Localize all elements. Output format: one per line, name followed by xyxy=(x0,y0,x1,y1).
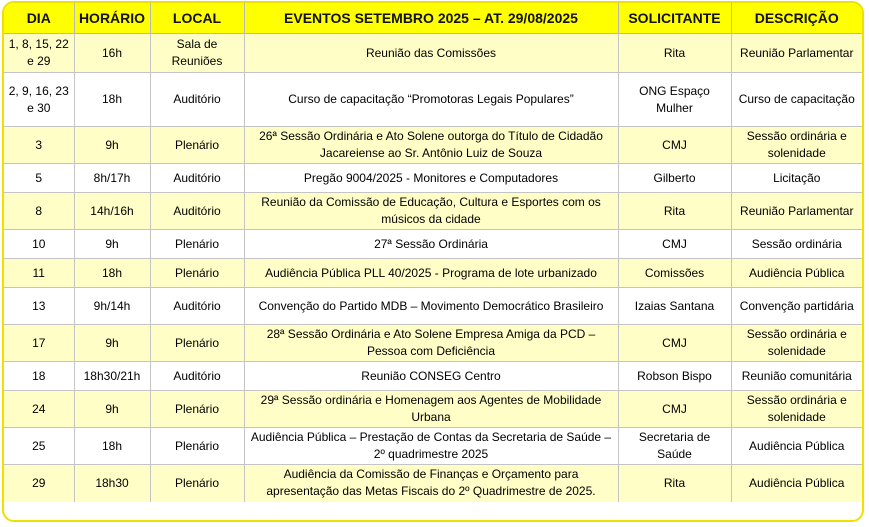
cell-evento: 28ª Sessão Ordinária e Ato Solene Empresa Amiga da PCD – Pessoa com Deficiência xyxy=(244,325,618,362)
header-dia: DIA xyxy=(4,3,74,34)
cell-solicitante: CMJ xyxy=(618,391,731,428)
cell-evento: Audiência Pública – Prestação de Contas da Secretaria de Saúde – 2º quadrimestre 2025 xyxy=(244,428,618,465)
table-row xyxy=(4,465,862,502)
cell-horario: 18h30/21h xyxy=(74,362,150,391)
cell-dia: 25 xyxy=(4,428,74,465)
cell-solicitante: Gilberto xyxy=(618,164,731,193)
cell-evento: Audiência Pública PLL 40/2025 - Programa de lote urbanizado xyxy=(244,259,618,288)
cell-local: Plenário xyxy=(150,230,244,259)
table-row xyxy=(4,391,862,428)
cell-horario: 16h xyxy=(74,34,150,73)
table-row xyxy=(4,193,862,230)
cell-horario: 18h30 xyxy=(74,465,150,502)
cell-descricao: Sessão ordinária e solenidade xyxy=(731,325,862,362)
table-row xyxy=(4,325,862,362)
cell-dia: 18 xyxy=(4,362,74,391)
cell-descricao: Reunião comunitária xyxy=(731,362,862,391)
table-row xyxy=(4,34,862,73)
events-table-frame xyxy=(2,1,864,522)
table-row xyxy=(4,288,862,325)
cell-descricao: Sessão ordinária xyxy=(731,230,862,259)
cell-solicitante: Rita xyxy=(618,34,731,73)
cell-local: Plenário xyxy=(150,127,244,164)
cell-horario: 8h/17h xyxy=(74,164,150,193)
cell-horario: 9h xyxy=(74,127,150,164)
cell-dia: 3 xyxy=(4,127,74,164)
header-eventos: EVENTOS SETEMBRO 2025 – AT. 29/08/2025 xyxy=(244,3,618,34)
table-row xyxy=(4,362,862,391)
cell-descricao: Licitação xyxy=(731,164,862,193)
cell-solicitante: ONG Espaço Mulher xyxy=(618,73,731,127)
cell-solicitante: Comissões xyxy=(618,259,731,288)
cell-evento: Audiência da Comissão de Finanças e Orçamento para apresentação das Metas Fiscais do 2º Quadrimestre de 2025. xyxy=(244,465,618,502)
cell-local: Sala de Reuniões xyxy=(150,34,244,73)
cell-solicitante: Robson Bispo xyxy=(618,362,731,391)
cell-horario: 14h/16h xyxy=(74,193,150,230)
cell-horario: 9h/14h xyxy=(74,288,150,325)
table-row xyxy=(4,230,862,259)
cell-dia: 17 xyxy=(4,325,74,362)
cell-local: Plenário xyxy=(150,391,244,428)
cell-evento: Reunião das Comissões xyxy=(244,34,618,73)
cell-solicitante: CMJ xyxy=(618,230,731,259)
cell-dia: 13 xyxy=(4,288,74,325)
table-row xyxy=(4,164,862,193)
cell-solicitante: CMJ xyxy=(618,127,731,164)
cell-evento: 27ª Sessão Ordinária xyxy=(244,230,618,259)
cell-local: Auditório xyxy=(150,193,244,230)
cell-horario: 18h xyxy=(74,259,150,288)
cell-solicitante: CMJ xyxy=(618,325,731,362)
cell-descricao: Audiência Pública xyxy=(731,259,862,288)
cell-descricao: Audiência Pública xyxy=(731,428,862,465)
cell-solicitante: Rita xyxy=(618,193,731,230)
cell-descricao: Curso de capacitação xyxy=(731,73,862,127)
cell-evento: 29ª Sessão ordinária e Homenagem aos Agentes de Mobilidade Urbana xyxy=(244,391,618,428)
cell-horario: 9h xyxy=(74,325,150,362)
cell-evento: Curso de capacitação “Promotoras Legais Populares” xyxy=(244,73,618,127)
cell-horario: 18h xyxy=(74,73,150,127)
cell-dia: 5 xyxy=(4,164,74,193)
cell-descricao: Reunião Parlamentar xyxy=(731,34,862,73)
cell-dia: 24 xyxy=(4,391,74,428)
cell-dia: 10 xyxy=(4,230,74,259)
cell-horario: 18h xyxy=(74,428,150,465)
cell-local: Plenário xyxy=(150,465,244,502)
cell-horario: 9h xyxy=(74,230,150,259)
cell-solicitante: Secretaria de Saúde xyxy=(618,428,731,465)
cell-descricao: Reunião Parlamentar xyxy=(731,193,862,230)
cell-descricao: Sessão ordinária e solenidade xyxy=(731,127,862,164)
table-row xyxy=(4,428,862,465)
cell-horario: 9h xyxy=(74,391,150,428)
cell-solicitante: Rita xyxy=(618,465,731,502)
header-horario: HORÁRIO xyxy=(74,3,150,34)
cell-local: Plenário xyxy=(150,428,244,465)
table-header xyxy=(4,3,862,34)
cell-evento: Convenção do Partido MDB – Movimento Democrático Brasileiro xyxy=(244,288,618,325)
table-body xyxy=(4,34,862,502)
events-table xyxy=(4,3,862,502)
header-descricao: DESCRIÇÃO xyxy=(731,3,862,34)
cell-solicitante: Izaias Santana xyxy=(618,288,731,325)
cell-evento: 26ª Sessão Ordinária e Ato Solene outorga do Título de Cidadão Jacareiense ao Sr. Antônio Luiz de Souza xyxy=(244,127,618,164)
cell-descricao: Sessão ordinária e solenidade xyxy=(731,391,862,428)
table-row xyxy=(4,73,862,127)
cell-descricao: Audiência Pública xyxy=(731,465,862,502)
cell-dia: 29 xyxy=(4,465,74,502)
cell-evento: Reunião CONSEG Centro xyxy=(244,362,618,391)
cell-descricao: Convenção partidária xyxy=(731,288,862,325)
cell-evento: Reunião da Comissão de Educação, Cultura e Esportes com os músicos da cidade xyxy=(244,193,618,230)
cell-local: Auditório xyxy=(150,288,244,325)
cell-dia: 8 xyxy=(4,193,74,230)
table-row xyxy=(4,127,862,164)
cell-dia: 11 xyxy=(4,259,74,288)
cell-dia: 2, 9, 16, 23 e 30 xyxy=(4,73,74,127)
cell-local: Auditório xyxy=(150,73,244,127)
cell-local: Plenário xyxy=(150,259,244,288)
table-row xyxy=(4,259,862,288)
header-solicitante: SOLICITANTE xyxy=(618,3,731,34)
cell-local: Auditório xyxy=(150,164,244,193)
cell-local: Auditório xyxy=(150,362,244,391)
header-local: LOCAL xyxy=(150,3,244,34)
cell-dia: 1, 8, 15, 22 e 29 xyxy=(4,34,74,73)
cell-local: Plenário xyxy=(150,325,244,362)
cell-evento: Pregão 9004/2025 - Monitores e Computadores xyxy=(244,164,618,193)
